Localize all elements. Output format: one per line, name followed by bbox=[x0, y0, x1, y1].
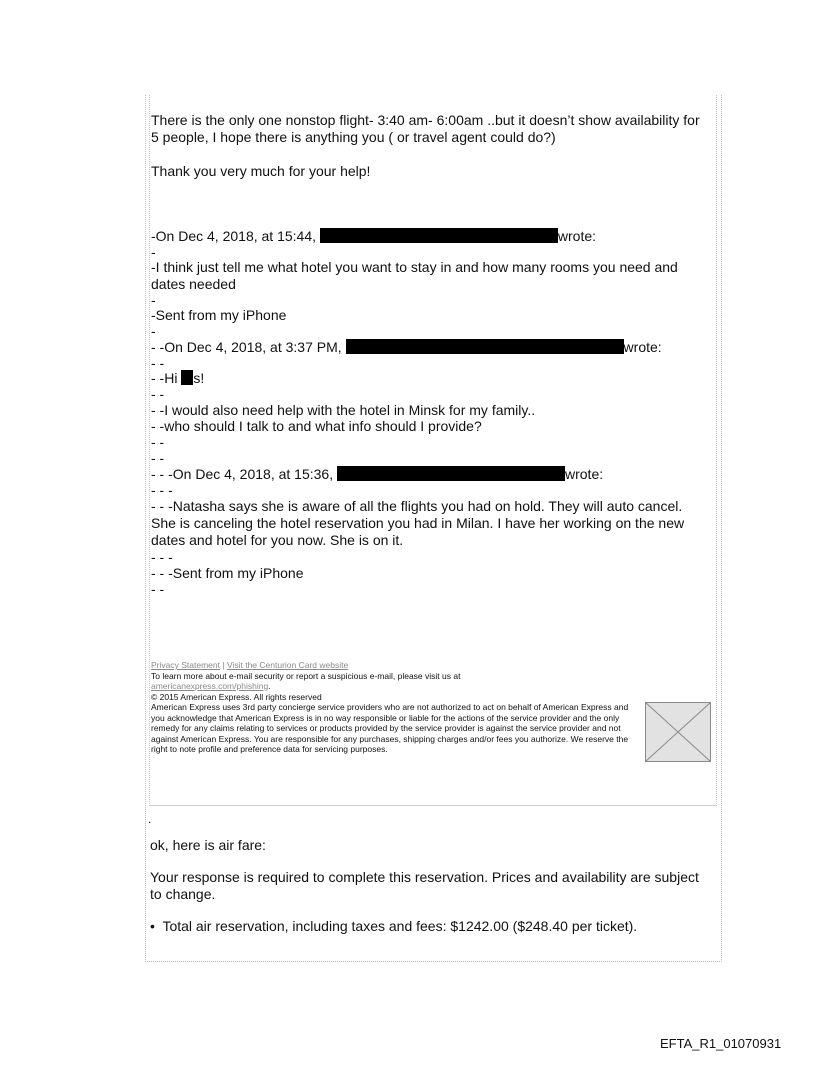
quote-marker: - - bbox=[151, 450, 165, 466]
redaction-block bbox=[346, 339, 624, 354]
quote-marker: - bbox=[151, 323, 156, 339]
quote2-greeting: - -Hi s! bbox=[151, 370, 205, 386]
quote-marker: - - bbox=[151, 355, 165, 371]
privacy-statement-link[interactable]: Privacy Statement bbox=[151, 660, 220, 670]
quote2-line: - -I would also need help with the hotel in Minsk for my family.. bbox=[151, 402, 536, 418]
redaction-block bbox=[181, 370, 193, 385]
response-required-text: Your response is required to complete this reservation. Prices and availability are subject to change. bbox=[150, 869, 699, 902]
quote3-body: - - -Natasha says she is aware of all the flights you had on hold. They will auto cancel. She is canceling the hotel reservation you had in Milan. I have her working on the new dates and hotel for you now. She is on it. bbox=[151, 498, 685, 548]
message-line-flight: There is the only one nonstop flight- 3:40 am- 6:00am ..but it doesn’t show availability for 5 people, I hope there is anything you ( or travel agent could do?) bbox=[151, 112, 700, 145]
airfare-intro: ok, here is air fare: bbox=[150, 837, 266, 853]
copyright-text: © 2015 American Express. All rights reserved bbox=[151, 691, 322, 702]
centurion-card-link[interactable]: Visit the Centurion Card website bbox=[226, 660, 349, 670]
quote3-signature: - - -Sent from my iPhone bbox=[151, 565, 304, 581]
quote-marker: - - bbox=[151, 581, 165, 597]
quote2-line: - -who should I talk to and what info should I provide? bbox=[151, 418, 482, 434]
quote1-body: -I think just tell me what hotel you want to stay in and how many rooms you need and dates needed bbox=[151, 259, 678, 292]
phishing-line: americanexpress.com/phishing. bbox=[151, 681, 271, 691]
quote-marker: - - - bbox=[151, 549, 173, 565]
security-text: To learn more about e-mail security or report a suspicious e-mail, please visit us at bbox=[151, 670, 461, 681]
amex-footer bbox=[151, 660, 641, 755]
phishing-link[interactable]: americanexpress.com/phishing bbox=[151, 681, 269, 691]
quote3-header: - - -On Dec 4, 2018, at 15:36, wrote: bbox=[151, 466, 604, 482]
redaction-block bbox=[337, 466, 565, 481]
quote-marker: - - bbox=[151, 386, 165, 402]
redaction-block bbox=[320, 228, 558, 243]
bates-number: EFTA_R1_01070931 bbox=[660, 1036, 782, 1051]
quote1-signature: -Sent from my iPhone bbox=[151, 307, 287, 323]
quote-marker: - - bbox=[151, 434, 165, 450]
quote-marker: - - - bbox=[151, 482, 173, 498]
quote-marker: - bbox=[151, 244, 156, 260]
airfare-total: • Total air reservation, including taxes and fees: $1242.00 ($248.40 per ticket). bbox=[150, 918, 638, 934]
message-line-thanks: Thank you very much for your help! bbox=[151, 163, 371, 179]
footer-links bbox=[151, 660, 641, 671]
stray-dot: . bbox=[148, 812, 152, 826]
image-placeholder-icon bbox=[645, 702, 711, 762]
quote2-header: - -On Dec 4, 2018, at 3:37 PM, wrote: bbox=[151, 339, 662, 355]
quote-marker: - bbox=[151, 292, 156, 308]
quote1-header: -On Dec 4, 2018, at 15:44, wrote: bbox=[151, 228, 597, 244]
disclaimer-text: American Express uses 3rd party concierge service providers who are not authorized to act on behalf of American Express and you acknowledge that American Express is in no way responsible or liable for the actions of the service provider and the only remedy for any claims relating to services or products provided by the service provider is against the service provider and not against American Express. You are responsible for any purchases, shipping charges and/or fees you authorize. We reserve the right to note profile and preference data for servicing purposes. bbox=[151, 702, 629, 754]
link-separator: | bbox=[222, 660, 225, 670]
